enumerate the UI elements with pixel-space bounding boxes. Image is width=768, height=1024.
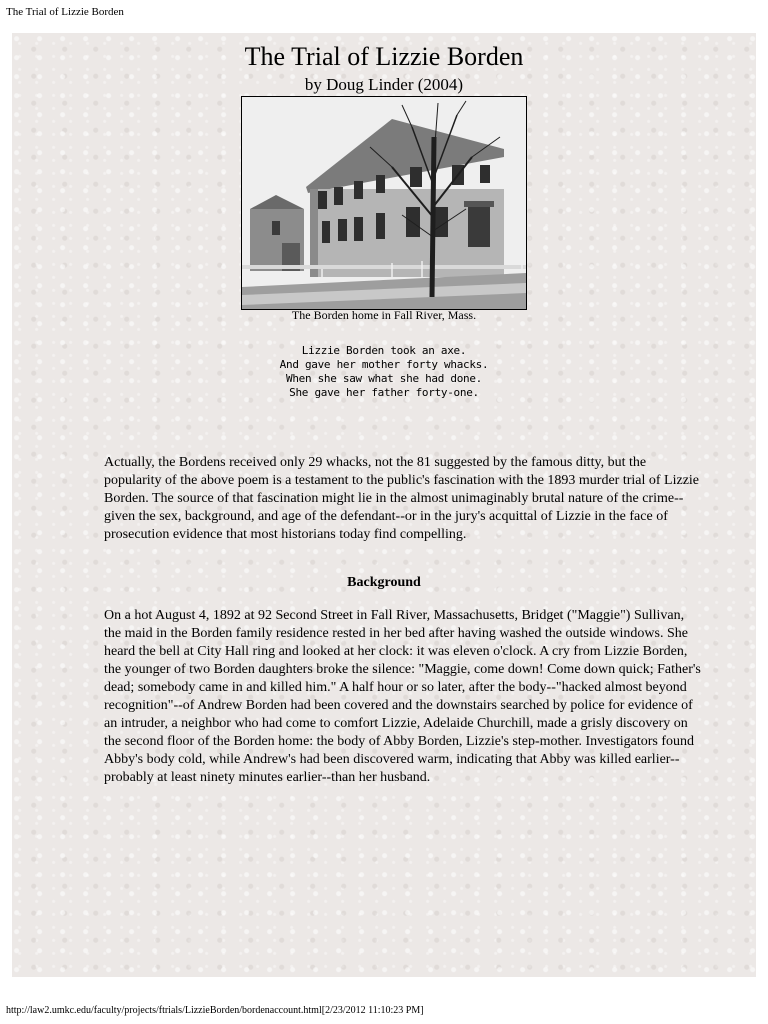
poem [12, 344, 756, 400]
byline: by Doug Linder (2004) [304, 75, 464, 94]
page-title: The Trial of Lizzie Borden [244, 42, 524, 71]
print-header-title: The Trial of Lizzie Borden [6, 6, 124, 18]
poem-line: And gave her mother forty whacks. [279, 358, 489, 371]
article-page [12, 33, 756, 977]
poem-line: When she saw what she had done. [286, 372, 482, 385]
print-footer-url: http://law2.umkc.edu/faculty/projects/ftrials/LizzieBorden/bordenaccount.html[2/23/2012 11:10:23 PM] [6, 1005, 424, 1016]
photo-caption: The Borden home in Fall River, Mass. [291, 308, 477, 322]
section-heading-background: Background [347, 575, 421, 590]
borden-home-photo [241, 96, 527, 310]
intro-paragraph: Actually, the Bordens received only 29 whacks, not the 81 suggested by the famous ditty, but the popularity of the above poem is a testament to the public's fascination with the 1893 murder trial of Lizzie Borden. The source of that fascination might lie in the almost unimaginably brutal nature of the crime--given the sex, background, and age of the defendant--or in the jury's acquittal of Lizzie in the face of prosecution evidence that most historians today find compelling. [104, 455, 700, 542]
poem-line: She gave her father forty-one. [289, 386, 479, 399]
background-paragraph: On a hot August 4, 1892 at 92 Second Street in Fall River, Massachusetts, Bridget ("Maggie") Sullivan, the maid in the Borden family residence rested in her bed after having washed the outside windows. She heard the bell at City Hall ring and looked at her clock: it was eleven o'clock. A cry from Lizzie Borden, the younger of two Borden daughters broke the silence: "Maggie, come down! Come down quick; Father's dead; somebody came in and killed him." A half hour or so later, after the body--"hacked almost beyond recognition"--of Andrew Borden had been covered and the downstairs searched by police for evidence of an intruder, a neighbor who had come to comfort Lizzie, Adelaide Churchill, made a grisly discovery on the second floor of the Borden home: the body of Abby Borden, Lizzie's step-mother. Investigators found Abby's body cold, while Andrew's had been discovered warm, indicating that Abby was killed earlier--probably at least ninety minutes earlier--than her husband. [104, 608, 701, 785]
poem-line: Lizzie Borden took an axe. [301, 344, 467, 357]
borden-home-illustration [242, 97, 526, 309]
